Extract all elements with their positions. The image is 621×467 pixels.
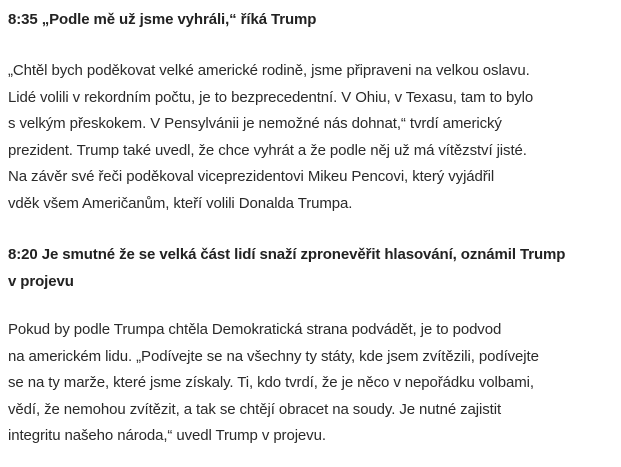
entry-time: 8:20: [8, 246, 38, 263]
entry-body-line: na americkém lidu. „Podívejte se na všechny ty státy, kde jsem zvítězili, podívejte: [8, 347, 539, 365]
entry-heading: [8, 241, 565, 295]
entry-heading-line: [8, 6, 316, 33]
entry-body-line: s velkým přeskokem. V Pensylvánii je nemožné nás dohnat,“ tvrdí americký: [8, 115, 502, 132]
entry-body-line: se na ty marže, které jsme získaly. Ti, kdo tvrdí, že je něco v nepořádku volbami,: [8, 374, 534, 391]
entry-body-line: vděk všem Američanům, kteří volili Donalda Trumpa.: [8, 194, 353, 212]
entry-body-line: prezident. Trump také uvedl, že chce vyhrát a že podle něj už má vítězství jisté.: [8, 141, 527, 159]
entry-heading-line: v projevu: [8, 273, 74, 290]
entry-headline: „Podle mě už jsme vyhráli,“ říká Trump: [41, 11, 317, 28]
entry-heading: [8, 6, 316, 33]
entry-body-line: Na závěr své řeči poděkoval viceprezidentovi Mikeu Pencovi, který vyjádřil: [8, 168, 495, 185]
entry-body-line: integritu našeho národa,“ uvedl Trump v projevu.: [8, 427, 326, 444]
entry-body-line: vědí, že nemohou zvítězit, a tak se chtějí obracet na soudy. Je nutné zajistit: [8, 400, 502, 418]
entry-heading-line: [8, 241, 565, 268]
entry-body: [8, 317, 539, 450]
entry-body-line: „Chtěl bych poděkovat velké americké rodině, jsme připraveni na velkou oslavu.: [8, 62, 530, 79]
entry-body: [8, 58, 533, 217]
entry-time: 8:35: [8, 11, 38, 28]
entry-body-line: Pokud by podle Trumpa chtěla Demokratická strana podvádět, je to podvod: [8, 321, 502, 338]
entry-headline: Je smutné že se velká část lidí snaží zpronevěřit hlasování, oznámil Trump: [41, 246, 566, 263]
entry-body-line: Lidé volili v rekordním počtu, je to bezprecedentní. V Ohiu, v Texasu, tam to bylo: [8, 88, 534, 106]
